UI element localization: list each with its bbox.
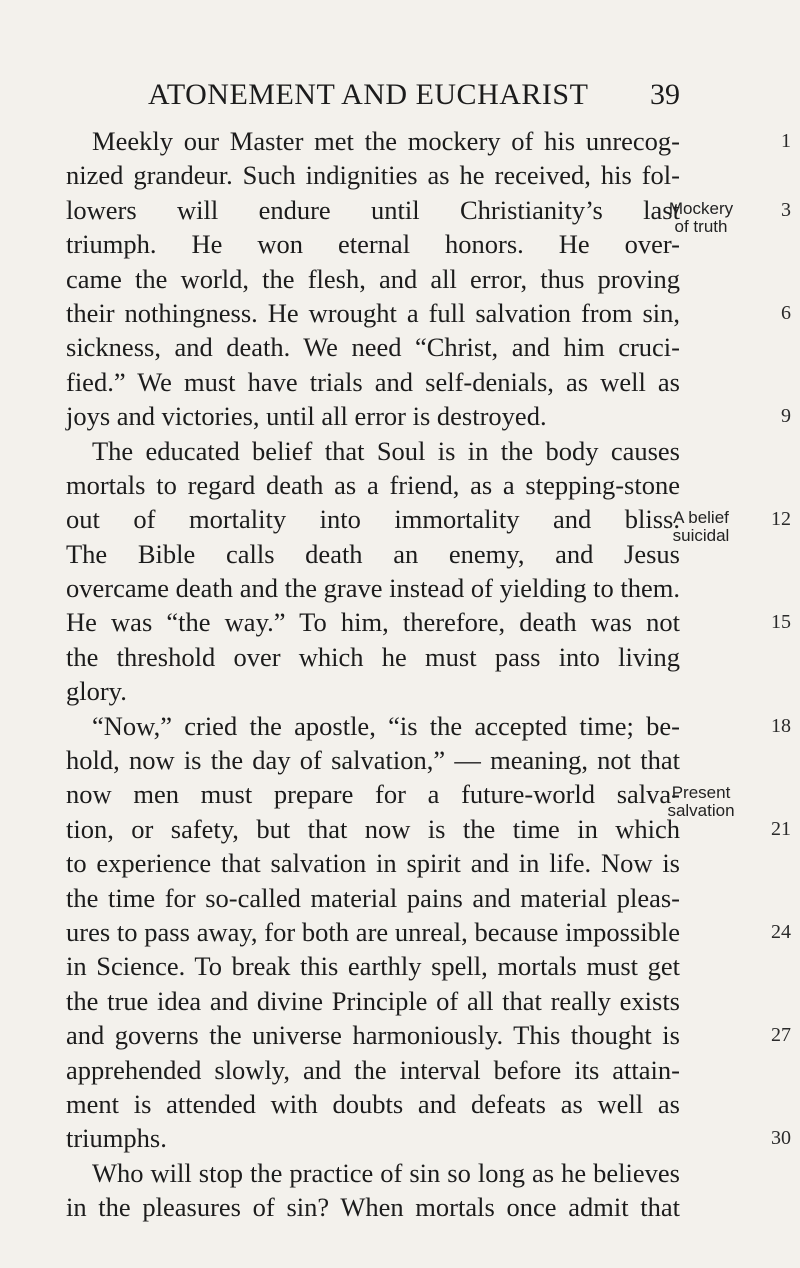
text-line: triumphs.: [66, 1123, 167, 1154]
body-text: [66, 124, 680, 1225]
running-head-title: ATONEMENT AND EUCHARIST: [148, 78, 589, 111]
marginal-note-line: Mockery: [668, 198, 734, 218]
text-line: mortals to regard death as a friend, as a stepping-stone: [66, 469, 680, 500]
text-line: glory.: [66, 676, 127, 707]
text-line: “Now,” cried the apostle, “is the accepted time; be-: [92, 710, 680, 741]
text-line: The educated belief that Soul is in the body causes: [92, 435, 680, 466]
marginal-note-line: of truth: [674, 216, 728, 236]
text-line: in the pleasures of sin? When mortals once admit that: [66, 1192, 680, 1223]
text-line: their nothingness. He wrought a full salvation from sin,: [66, 297, 680, 328]
text-line: The Bible calls death an enemy, and Jesus: [66, 538, 680, 569]
line-number: 3: [781, 198, 791, 221]
text-line: hold, now is the day of salvation,” — meaning, not that: [66, 745, 680, 776]
text-line: the threshold over which he must pass into living: [66, 641, 680, 672]
line-number: 21: [771, 817, 791, 840]
line-number: 18: [771, 714, 791, 737]
text-line: Meekly our Master met the mockery of his unrecog-: [92, 126, 680, 156]
running-head: [66, 78, 680, 114]
line-number: 6: [781, 301, 791, 324]
margin-column: [667, 124, 800, 1156]
text-line: lowers will endure until Christianity’s last: [66, 194, 680, 225]
text-line: nized grandeur. Such indignities as he received, his fol-: [66, 160, 680, 191]
page-number: 39: [650, 78, 680, 111]
text-line: tion, or safety, but that now is the time in which: [66, 813, 680, 844]
text-line: came the world, the flesh, and all error, thus proving: [66, 263, 680, 294]
line-number: 15: [771, 611, 791, 634]
text-line: ures to pass away, for both are unreal, because impossible: [66, 916, 680, 947]
line-number: 27: [771, 1024, 791, 1047]
text-line: the true idea and divine Principle of all that really exists: [66, 985, 680, 1016]
line-number: 30: [771, 1127, 791, 1150]
line-number: 12: [771, 508, 791, 531]
text-line: joys and victories, until all error is destroyed.: [66, 401, 547, 432]
line-number: 9: [781, 405, 791, 428]
text-line: fied.” We must have trials and self-denials, as well as: [66, 366, 680, 397]
marginal-note-line: salvation: [667, 801, 735, 821]
marginal-note-line: A belief: [673, 508, 729, 528]
text-line: the time for so-called material pains and material pleas-: [66, 882, 680, 913]
text-line: He was “the way.” To him, therefore, death was not: [66, 607, 680, 638]
text-line: to experience that salvation in spirit and in life. Now is: [66, 848, 680, 879]
line-number: 24: [771, 920, 791, 943]
text-line: ment is attended with doubts and defeats as well as: [66, 1088, 680, 1119]
text-line: overcame death and the grave instead of yielding to them.: [66, 573, 680, 604]
text-line: triumph. He won eternal honors. He over-: [66, 229, 680, 260]
text-line: and governs the universe harmoniously. This thought is: [66, 1020, 680, 1051]
text-line: apprehended slowly, and the interval before its attain-: [66, 1054, 680, 1085]
marginal-note-line: Present: [671, 783, 731, 803]
line-number: 1: [781, 130, 791, 152]
text-line: Who will stop the practice of sin so long as he believes: [92, 1157, 680, 1188]
text-line: sickness, and death. We need “Christ, and him cruci-: [66, 332, 680, 363]
text-line: in Science. To break this earthly spell, mortals must get: [66, 951, 680, 982]
text-line: out of mortality into immortality and bliss.: [66, 504, 680, 535]
marginal-note-line: suicidal: [672, 526, 730, 546]
text-line: now men must prepare for a future-world salva-: [66, 779, 680, 810]
